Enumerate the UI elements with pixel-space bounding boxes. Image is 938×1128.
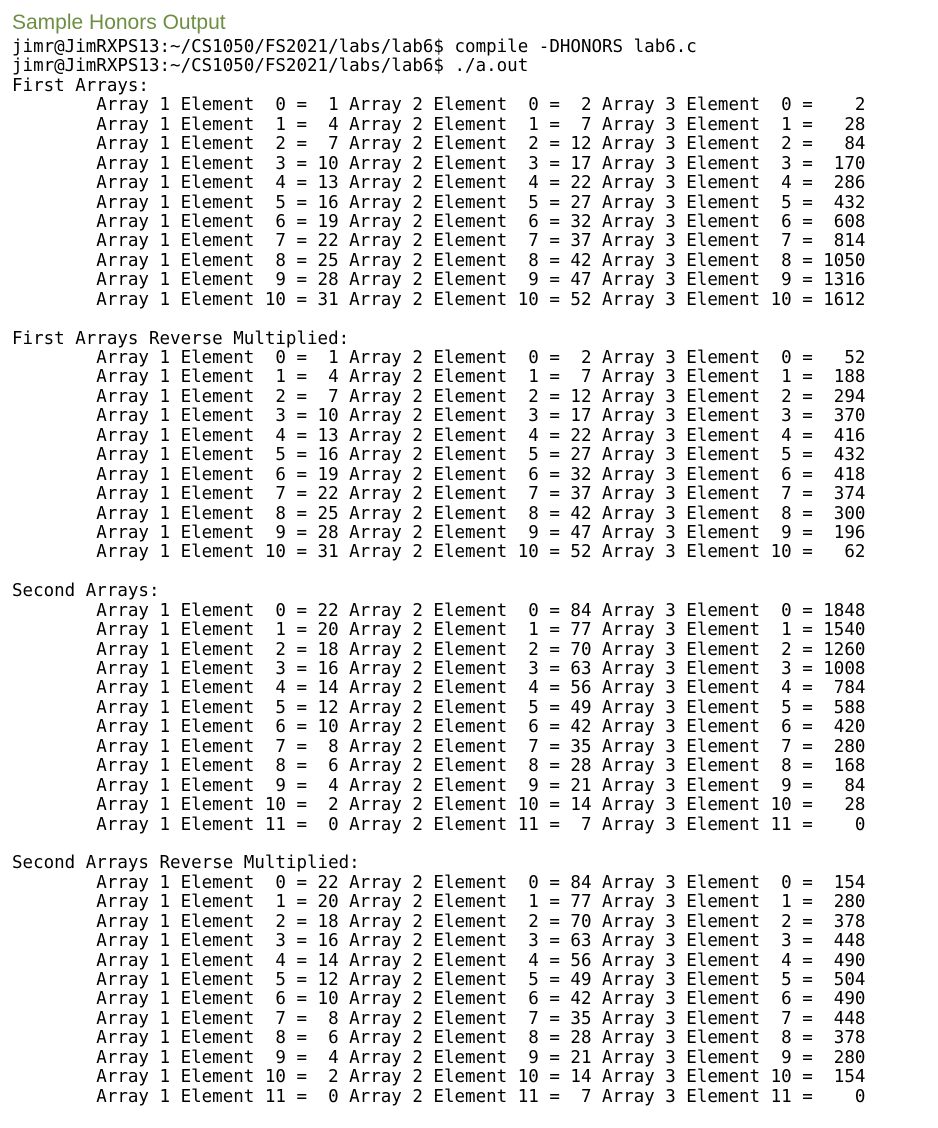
array-row: Array 1 Element 8 = 6 Array 2 Element 8 = 28 Array 3 Element 8 = 168 <box>12 756 866 777</box>
array-row: Array 1 Element 2 = 7 Array 2 Element 2 = 12 Array 3 Element 2 = 294 <box>12 386 866 407</box>
terminal-output <box>12 38 865 1107</box>
array-row: Array 1 Element 10 = 31 Array 2 Element 10 = 52 Array 3 Element 10 = 62 <box>12 542 866 563</box>
section-title: Second Arrays: <box>12 581 160 602</box>
array-row: Array 1 Element 5 = 16 Array 2 Element 5 = 27 Array 3 Element 5 = 432 <box>12 445 866 466</box>
section-title: First Arrays Reverse Multiplied: <box>12 328 350 349</box>
section-title: Second Arrays Reverse Multiplied: <box>12 853 360 874</box>
command-line: jimr@JimRXPS13:~/CS1050/FS2021/labs/lab6$ ./a.out <box>12 56 529 77</box>
array-row: Array 1 Element 9 = 28 Array 2 Element 9 = 47 Array 3 Element 9 = 1316 <box>12 270 866 291</box>
array-row: Array 1 Element 4 = 14 Array 2 Element 4 = 56 Array 3 Element 4 = 490 <box>12 950 866 971</box>
array-row: Array 1 Element 3 = 16 Array 2 Element 3 = 63 Array 3 Element 3 = 448 <box>12 931 866 952</box>
array-row: Array 1 Element 1 = 4 Array 2 Element 1 = 7 Array 3 Element 1 = 28 <box>12 114 866 135</box>
array-row: Array 1 Element 0 = 22 Array 2 Element 0 = 84 Array 3 Element 0 = 1848 <box>12 600 866 621</box>
array-row: Array 1 Element 6 = 10 Array 2 Element 6 = 42 Array 3 Element 6 = 490 <box>12 989 866 1010</box>
array-row: Array 1 Element 11 = 0 Array 2 Element 11 = 7 Array 3 Element 11 = 0 <box>12 814 866 835</box>
section-title: First Arrays: <box>12 75 149 96</box>
array-row: Array 1 Element 9 = 4 Array 2 Element 9 = 21 Array 3 Element 9 = 280 <box>12 1047 866 1068</box>
array-row: Array 1 Element 5 = 16 Array 2 Element 5 = 27 Array 3 Element 5 = 432 <box>12 192 866 213</box>
array-row: Array 1 Element 0 = 1 Array 2 Element 0 = 2 Array 3 Element 0 = 52 <box>12 348 866 368</box>
array-row: Array 1 Element 4 = 13 Array 2 Element 4 = 22 Array 3 Element 4 = 416 <box>12 425 866 446</box>
array-row: Array 1 Element 8 = 6 Array 2 Element 8 = 28 Array 3 Element 8 = 378 <box>12 1028 866 1049</box>
array-row: Array 1 Element 1 = 4 Array 2 Element 1 = 7 Array 3 Element 1 = 188 <box>12 367 866 388</box>
array-row: Array 1 Element 2 = 7 Array 2 Element 2 = 12 Array 3 Element 2 = 84 <box>12 134 866 155</box>
array-row: Array 1 Element 2 = 18 Array 2 Element 2 = 70 Array 3 Element 2 = 378 <box>12 911 866 932</box>
blank-line <box>12 835 865 854</box>
array-row: Array 1 Element 6 = 19 Array 2 Element 6 = 32 Array 3 Element 6 = 608 <box>12 211 866 232</box>
blank-line <box>12 310 865 329</box>
array-row: Array 1 Element 4 = 14 Array 2 Element 4 = 56 Array 3 Element 4 = 784 <box>12 678 866 699</box>
array-row: Array 1 Element 0 = 1 Array 2 Element 0 = 2 Array 3 Element 0 = 2 <box>12 95 866 116</box>
array-row: Array 1 Element 5 = 12 Array 2 Element 5 = 49 Array 3 Element 5 = 504 <box>12 970 866 990</box>
array-row: Array 1 Element 0 = 22 Array 2 Element 0 = 84 Array 3 Element 0 = 154 <box>12 872 866 893</box>
array-row: Array 1 Element 10 = 2 Array 2 Element 10 = 14 Array 3 Element 10 = 154 <box>12 1067 866 1088</box>
array-row: Array 1 Element 2 = 18 Array 2 Element 2 = 70 Array 3 Element 2 = 1260 <box>12 639 866 660</box>
array-row: Array 1 Element 9 = 28 Array 2 Element 9 = 47 Array 3 Element 9 = 196 <box>12 522 866 543</box>
array-row: Array 1 Element 8 = 25 Array 2 Element 8 = 42 Array 3 Element 8 = 300 <box>12 503 866 524</box>
array-row: Array 1 Element 4 = 13 Array 2 Element 4 = 22 Array 3 Element 4 = 286 <box>12 173 866 194</box>
array-row: Array 1 Element 9 = 4 Array 2 Element 9 = 21 Array 3 Element 9 = 84 <box>12 775 866 796</box>
array-row: Array 1 Element 6 = 10 Array 2 Element 6 = 42 Array 3 Element 6 = 420 <box>12 717 866 738</box>
array-row: Array 1 Element 6 = 19 Array 2 Element 6 = 32 Array 3 Element 6 = 418 <box>12 464 866 485</box>
array-row: Array 1 Element 8 = 25 Array 2 Element 8 = 42 Array 3 Element 8 = 1050 <box>12 250 866 271</box>
array-row: Array 1 Element 7 = 8 Array 2 Element 7 = 35 Array 3 Element 7 = 280 <box>12 736 866 757</box>
array-row: Array 1 Element 3 = 10 Array 2 Element 3 = 17 Array 3 Element 3 = 370 <box>12 406 866 427</box>
command-line: jimr@JimRXPS13:~/CS1050/FS2021/labs/lab6$ compile -DHONORS lab6.c <box>12 37 697 57</box>
array-row: Array 1 Element 11 = 0 Array 2 Element 11 = 7 Array 3 Element 11 = 0 <box>12 1086 866 1107</box>
array-row: Array 1 Element 10 = 31 Array 2 Element 10 = 52 Array 3 Element 10 = 1612 <box>12 289 866 310</box>
array-row: Array 1 Element 10 = 2 Array 2 Element 10 = 14 Array 3 Element 10 = 28 <box>12 795 866 816</box>
page-heading: Sample Honors Output <box>12 11 226 34</box>
array-row: Array 1 Element 1 = 20 Array 2 Element 1 = 77 Array 3 Element 1 = 280 <box>12 892 866 913</box>
array-row: Array 1 Element 5 = 12 Array 2 Element 5 = 49 Array 3 Element 5 = 588 <box>12 697 866 718</box>
array-row: Array 1 Element 1 = 20 Array 2 Element 1 = 77 Array 3 Element 1 = 1540 <box>12 620 866 641</box>
array-row: Array 1 Element 7 = 22 Array 2 Element 7 = 37 Array 3 Element 7 = 374 <box>12 484 866 505</box>
blank-line <box>12 563 865 582</box>
array-row: Array 1 Element 3 = 10 Array 2 Element 3 = 17 Array 3 Element 3 = 170 <box>12 153 866 174</box>
output-sections <box>12 77 865 1107</box>
array-row: Array 1 Element 7 = 8 Array 2 Element 7 = 35 Array 3 Element 7 = 448 <box>12 1008 866 1029</box>
array-row: Array 1 Element 7 = 22 Array 2 Element 7 = 37 Array 3 Element 7 = 814 <box>12 231 866 252</box>
array-row: Array 1 Element 3 = 16 Array 2 Element 3 = 63 Array 3 Element 3 = 1008 <box>12 659 866 679</box>
